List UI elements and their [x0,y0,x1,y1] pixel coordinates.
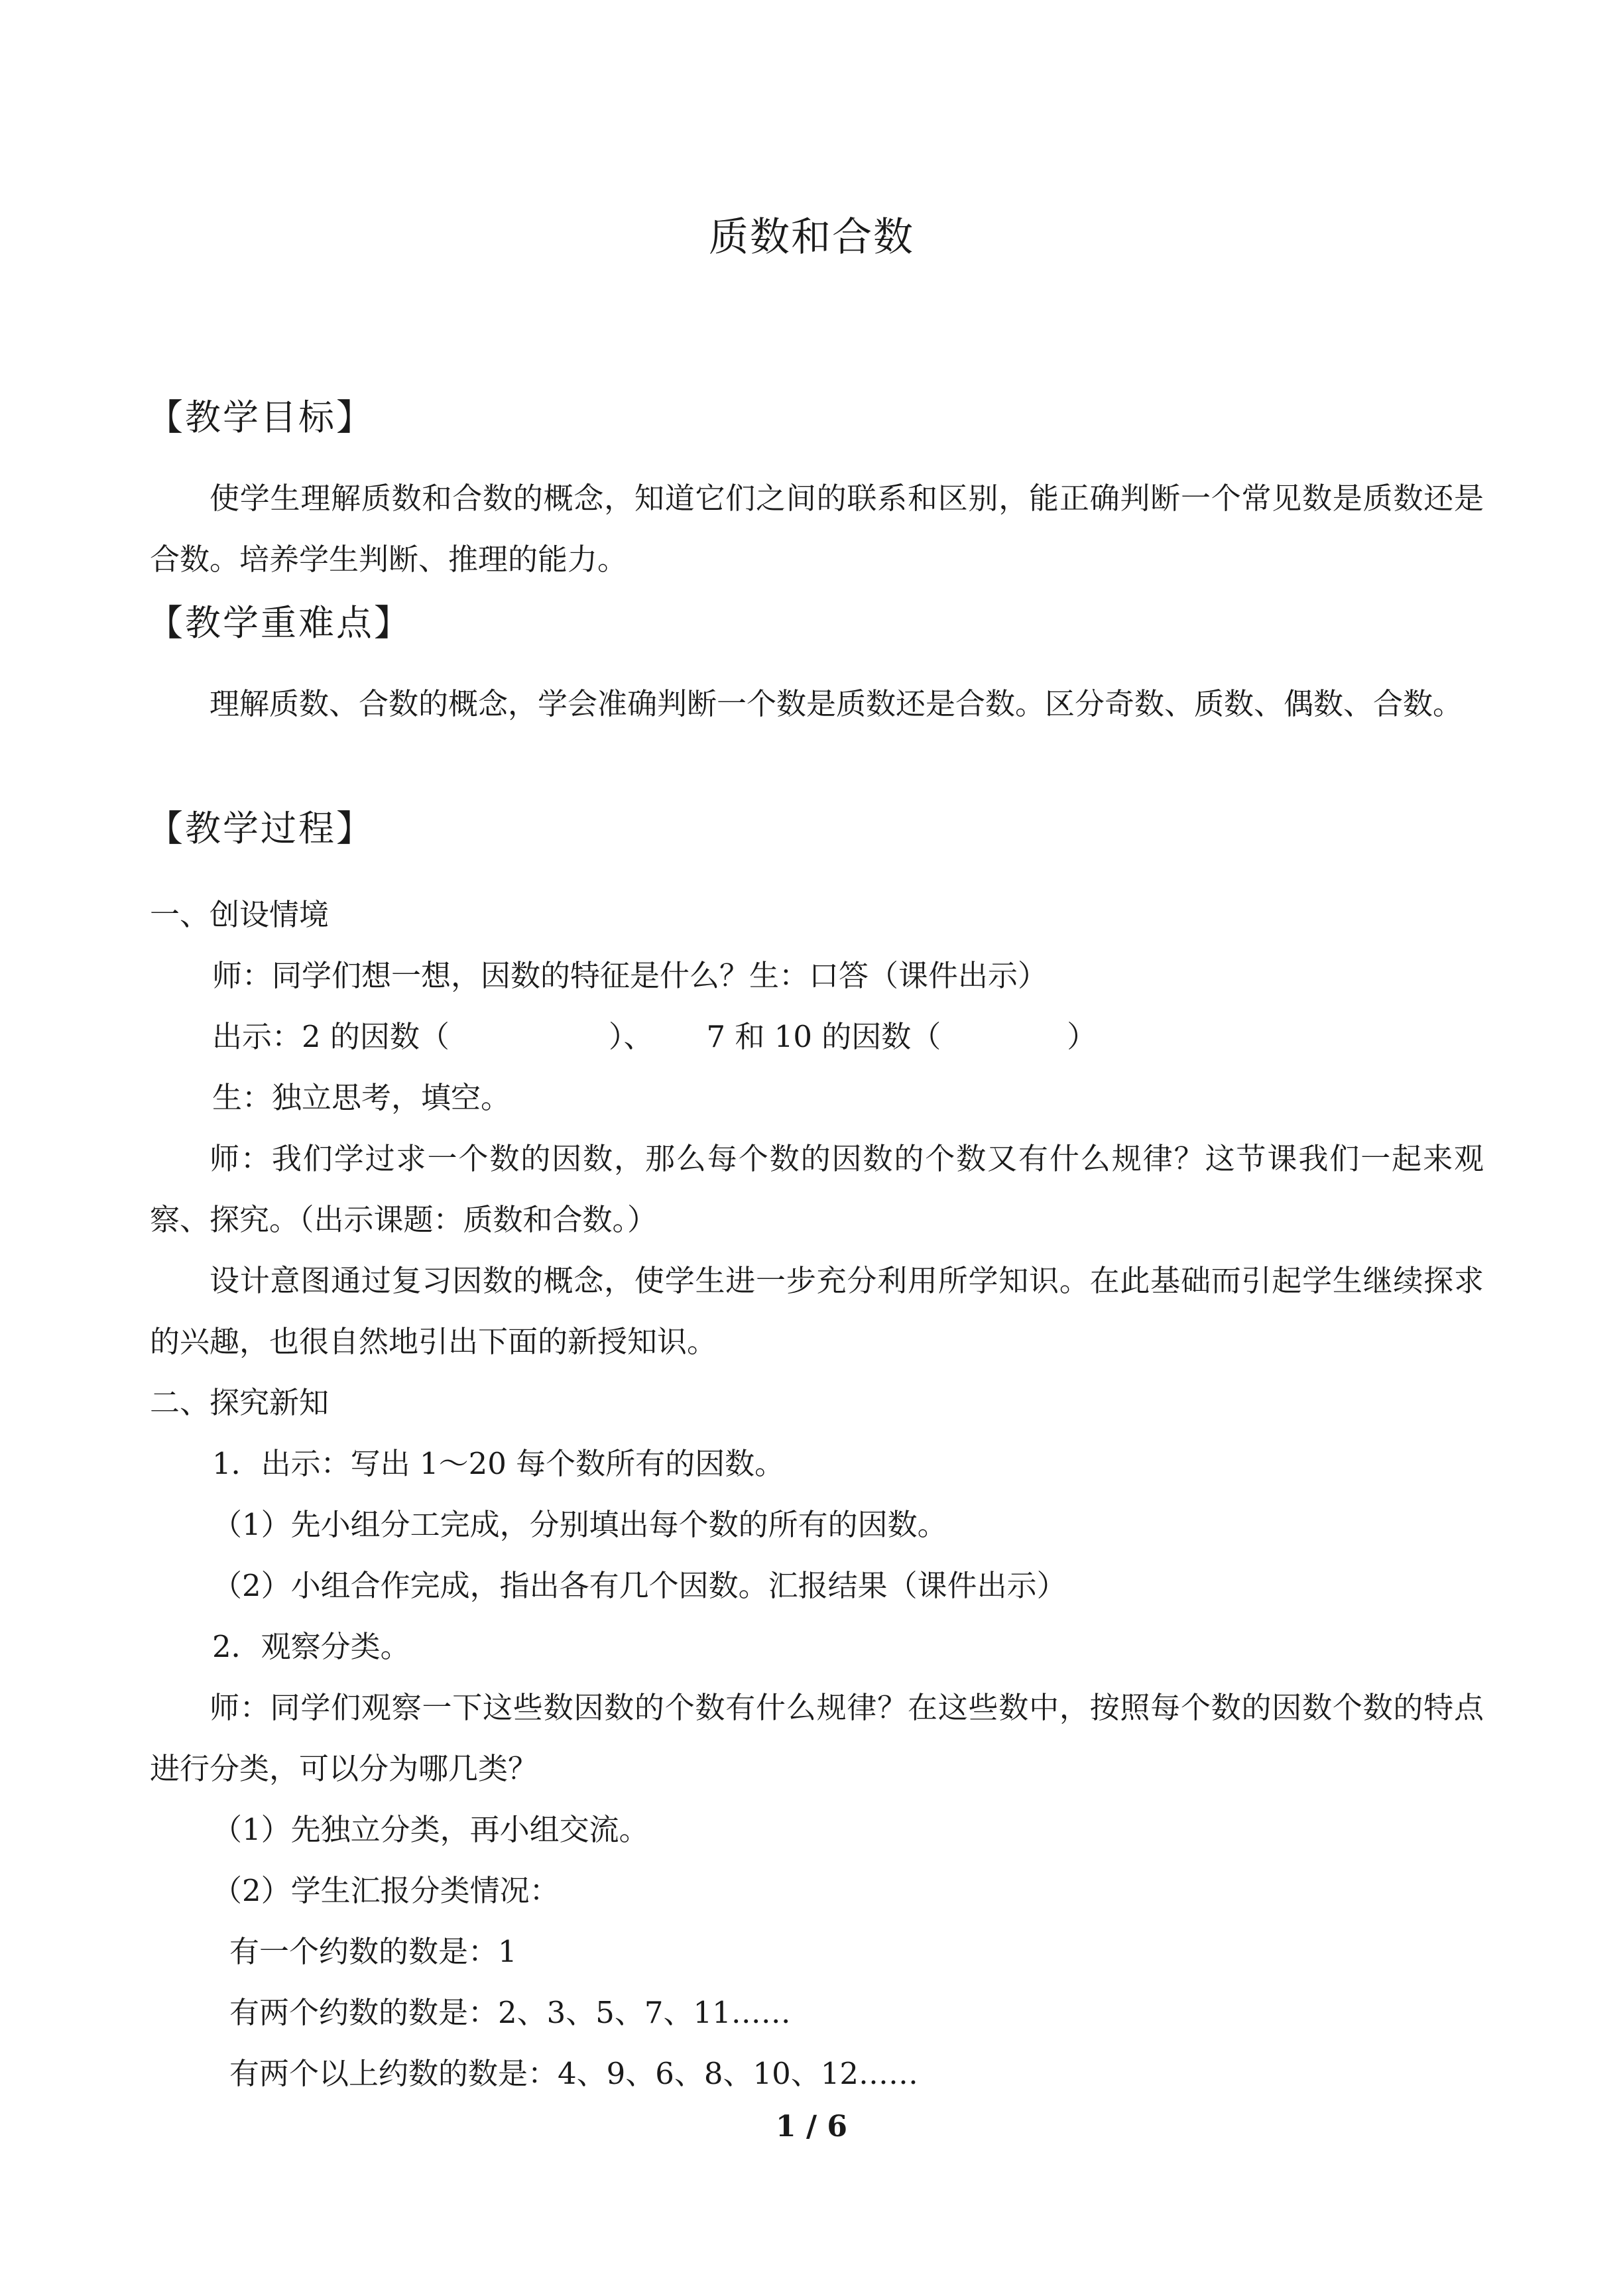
blank-prompt-c: 7 和 10 的因数（ [706,1019,941,1054]
exercise-blanks-line [212,1017,1097,1057]
step-one-sub-2: （2）小组合作完成，指出各有几个因数。汇报结果（课件出示） [212,1568,1067,1603]
section-heading-process: 【教学过程】 [147,808,374,849]
result-more-divisors: 有两个以上约数的数是：4、9、6、8、10、12…… [229,2056,919,2091]
blank-prompt-d: ） [1067,1019,1097,1054]
blank-prompt-a: 出示：2 的因数（ [212,1019,450,1054]
part-two-title: 二、探究新知 [150,1385,330,1420]
step-two-line: 2．观察分类。 [212,1629,410,1664]
design-intent-paragraph: 设计意图通过复习因数的概念，使学生进一步充分利用所学知识。在此基础而引起学生继续探求的兴趣，也很自然地引出下面的新授知识。 [150,1263,1484,1359]
page-title: 质数和合数 [709,214,914,261]
result-two-divisors: 有两个约数的数是：2、3、5、7、11…… [229,1995,791,2030]
page-number: 1 / 6 [776,2110,847,2144]
teacher-intro-paragraph: 师：我们学过求一个数的因数，那么每个数的因数的个数又有什么规律？这节课我们一起来观察、探究。（出示课题：质数和合数。） [150,1141,1484,1237]
section-heading-key-points: 【教学重难点】 [147,602,412,644]
result-one-divisor: 有一个约数的数是：1 [229,1934,517,1969]
step-two-sub-2: （2）学生汇报分类情况： [212,1873,560,1908]
key-points-paragraph: 理解质数、合数的概念，学会准确判断一个数是质数还是合数。区分奇数、质数、偶数、合数。 [210,686,1463,721]
step-one-line: 1．出示：写出 1～20 每个数所有的因数。 [212,1446,785,1481]
step-two-sub-1: （1）先独立分类，再小组交流。 [212,1812,649,1847]
part-one-title: 一、创设情境 [150,897,330,932]
student-response-line: 生：独立思考，填空。 [212,1080,511,1115]
blank-prompt-b: ）、 [608,1019,654,1054]
teacher-question-line: 师：同学们想一想，因数的特征是什么？生：口答（课件出示） [212,958,1048,993]
classification-question-paragraph: 师：同学们观察一下这些数因数的个数有什么规律？在这些数中，按照每个数的因数个数的特点进行分类，可以分为哪几类？ [150,1690,1484,1786]
section-heading-objectives: 【教学目标】 [147,396,374,438]
step-one-sub-1: （1）先小组分工完成，分别填出每个数的所有的因数。 [212,1507,947,1542]
objectives-paragraph: 使学生理解质数和合数的概念，知道它们之间的联系和区别，能正确判断一个常见数是质数还是合数。培养学生判断、推理的能力。 [150,481,1484,577]
